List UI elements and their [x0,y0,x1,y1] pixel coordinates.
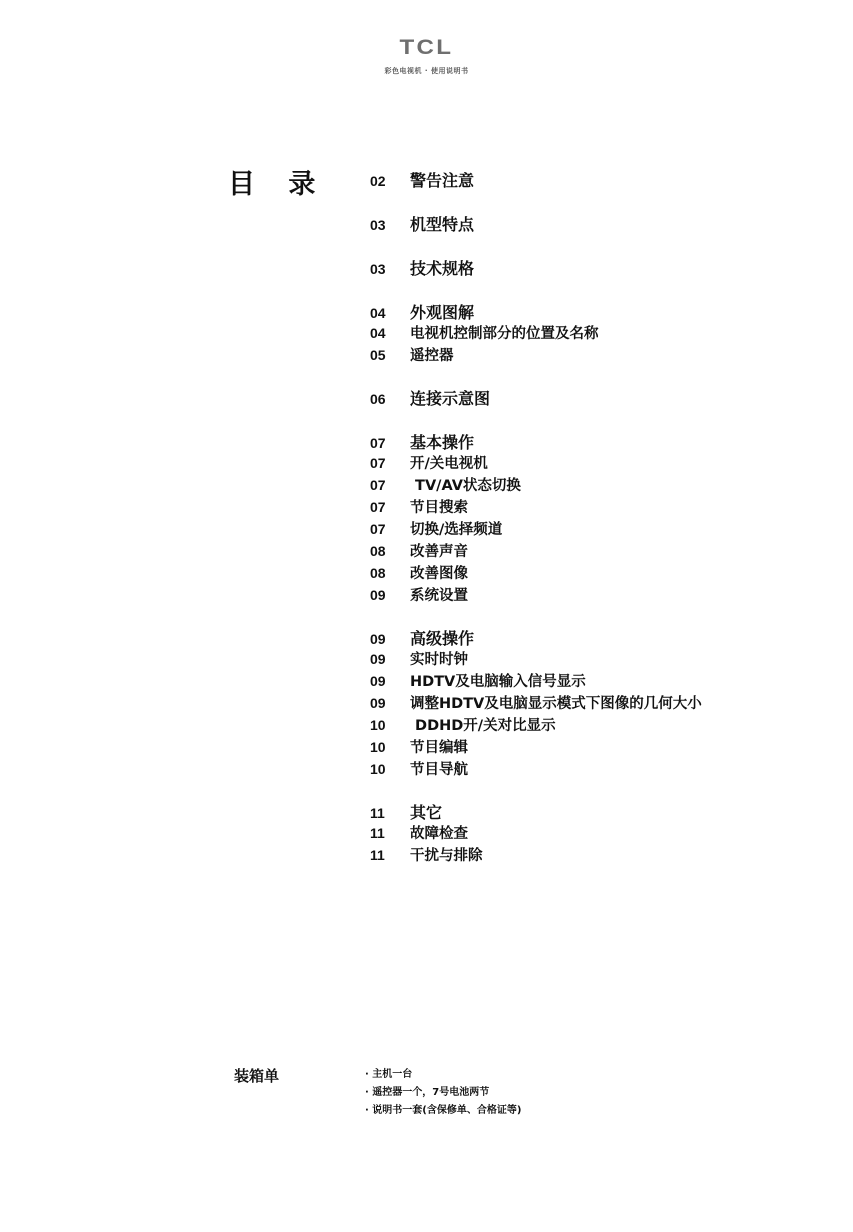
toc-page-number: 07 [370,477,386,493]
toc-title: 高级操作 [410,629,475,648]
toc-page-number: 03 [370,217,386,233]
toc-entry[interactable] [370,562,840,584]
manual-subtitle: 彩色电视机 · 使用说明书 [384,67,469,75]
toc-page-number: 09 [370,695,386,711]
packing-list-label: 装箱单 [234,1067,280,1085]
toc-entry[interactable] [370,430,840,452]
brand-logo: TCL [399,36,454,59]
toc-page-number: 09 [370,587,386,603]
toc-entry[interactable] [370,474,840,496]
toc-section [370,168,840,192]
toc-title: 调整HDTV及电脑显示模式下图像的几何大小 [410,696,702,712]
packing-item: · 遥控器一个，7号电池两节 [365,1087,490,1098]
toc-entry[interactable] [370,322,840,344]
toc-title: 其它 [410,803,443,822]
packing-list-section [234,1065,279,1086]
toc-page-number: 06 [370,391,386,407]
toc-page-number: 03 [370,261,386,277]
toc-entry[interactable] [370,800,840,822]
toc-entry[interactable] [370,736,840,758]
toc-title: 技术规格 [410,259,475,278]
toc-title: 机型特点 [410,215,475,234]
toc-title: DDHD开/关对比显示 [410,718,556,734]
toc-page-number: 09 [370,631,386,647]
toc-title: 警告注意 [410,171,475,190]
toc-title: TV/AV状态切换 [410,478,521,494]
toc-title: 切换/选择频道 [410,522,503,538]
toc-page-number: 07 [370,455,386,471]
toc-section [370,300,840,366]
toc-entry[interactable] [370,714,840,736]
toc-title: 干扰与排除 [410,848,483,864]
toc-page-number: 11 [370,825,385,841]
toc-title: 改善图像 [410,566,468,582]
toc-section [370,212,840,236]
toc-section [370,430,840,606]
toc-entry[interactable] [370,168,840,192]
toc-section [370,626,840,780]
toc-page-number: 08 [370,565,386,581]
toc-title: 基本操作 [410,433,475,452]
header [0,36,853,76]
toc-page-number: 02 [370,173,386,189]
toc-page-number: 10 [370,739,386,755]
packing-item: · 主机一台 [365,1069,413,1080]
toc-entry[interactable] [370,584,840,606]
toc-entry[interactable] [370,496,840,518]
toc-entry[interactable] [370,692,840,714]
table-of-contents [370,168,840,886]
toc-page-number: 10 [370,761,386,777]
toc-page-number: 07 [370,521,386,537]
toc-title: 节目搜索 [410,500,468,516]
toc-title: 外观图解 [410,303,475,322]
toc-page-number: 09 [370,651,386,667]
toc-entry[interactable] [370,344,840,366]
toc-title: 改善声音 [410,544,468,560]
toc-entry[interactable] [370,626,840,648]
toc-page-number: 04 [370,305,386,321]
toc-page-number: 08 [370,543,386,559]
toc-title: 系统设置 [410,588,468,604]
toc-title: 电视机控制部分的位置及名称 [410,326,599,342]
toc-entry[interactable] [370,670,840,692]
toc-entry[interactable] [370,844,840,866]
toc-entry[interactable] [370,540,840,562]
toc-page-number: 11 [370,847,385,863]
packing-item: · 说明书一套(含保修单、合格证等) [365,1105,522,1116]
toc-page-number: 07 [370,499,386,515]
toc-entry[interactable] [370,758,840,780]
toc-entry[interactable] [370,648,840,670]
toc-section [370,800,840,866]
toc-title: 开/关电视机 [410,456,488,472]
toc-title: 节目导航 [410,762,468,778]
toc-entry[interactable] [370,822,840,844]
toc-entry[interactable] [370,386,840,410]
toc-page-number: 04 [370,325,386,341]
toc-section [370,386,840,410]
toc-title: 连接示意图 [410,389,491,408]
packing-list [365,1066,521,1120]
toc-page-number: 11 [370,805,385,821]
toc-title: 故障检查 [410,826,468,842]
toc-page-number: 09 [370,673,386,689]
toc-entry[interactable] [370,212,840,236]
toc-entry[interactable] [370,452,840,474]
toc-page-number: 05 [370,347,386,363]
toc-title: 节目编辑 [410,740,468,756]
toc-entry[interactable] [370,256,840,280]
toc-title: HDTV及电脑输入信号显示 [410,674,586,690]
toc-title: 实时时钟 [410,652,468,668]
toc-entry[interactable] [370,518,840,540]
toc-heading: 目 录 [228,169,328,200]
toc-title: 遥控器 [410,348,454,364]
toc-section [370,256,840,280]
toc-entry[interactable] [370,300,840,322]
toc-page-number: 10 [370,717,386,733]
toc-page-number: 07 [370,435,386,451]
